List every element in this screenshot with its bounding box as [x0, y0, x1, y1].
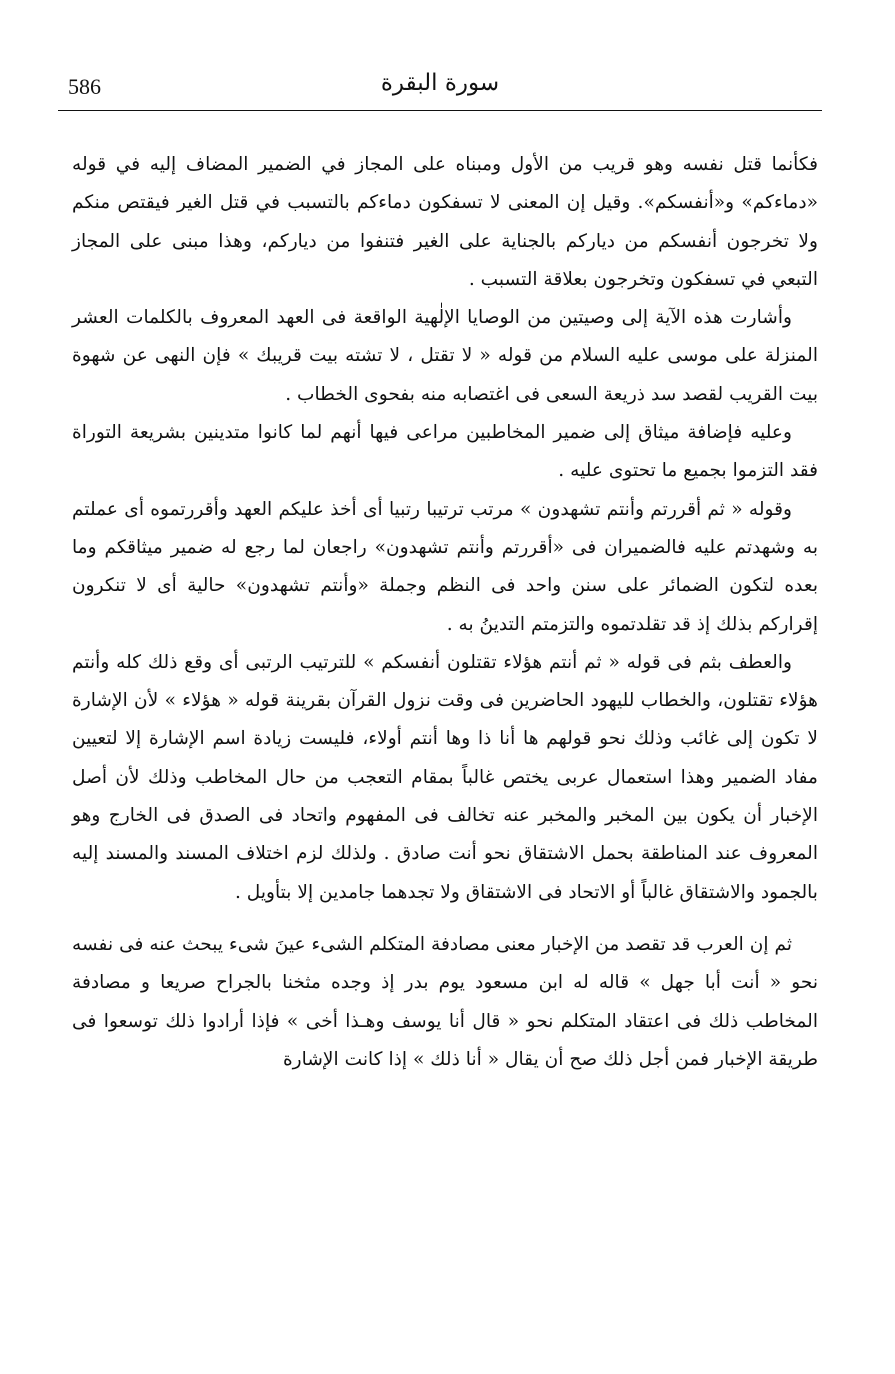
paragraph: وأشارت هذه الآية إلى وصيتين من الوصايا الإلٰهية الواقعة فى العهد المعروف بالكلمات العشر المنزلة على موسى عليه السلام من قوله « لا تقتل ، لا تشته بيت قريبك » فإن النهى عن شهوة بيت القريب لقصد سد ذريعة السعى فى اغتصابه منه بفحوى الخطاب . [72, 307, 818, 405]
paragraph: وقوله « ثم أقررتم وأنتم تشهدون » مرتب ترتيبا رتبيا أى أخذ عليكم العهد وأقررتموه أى عملتم به وشهدتم عليه فالضميران فى «أقررتم وأنتم تشهدون» راجعان لما رجع له ضمير ميثاقكم وما بعده لتكون الضمائر على سنن واحد فى النظم وجملة «وأنتم تشهدون» حالية أى لا تنكرون إقراركم بذلك إذ قد تقلدتموه والتزمتم التدينُ به . [72, 498, 818, 635]
page-header [60, 66, 820, 106]
paragraph: وعليه فإضافة ميثاق إلى ضمير المخاطبين مراعى فيها أنهم لما كانوا متدينين بشريعة التوراة فقد التزموا بجميع ما تحتوى عليه . [72, 422, 818, 482]
header-rule [58, 110, 822, 111]
page-number: 586 [68, 74, 101, 99]
paragraph: ثم إن العرب قد تقصد من الإخبار معنى مصادفة المتكلم الشىء عينَ شىء يبحث عنه فى نفسه نحو « أنت أبا جهل » قاله له ابن مسعود يوم بدر إذ وجده مثخنا بالجراح صريعا و مصادفة المخاطب ذلك فى اعتقاد المتكلم نحو « قال أنا يوسف وهـذا أخى » فإذا أرادوا ذلك توسعوا فى طريقة الإخبار فمن أجل ذلك صح أن يقال « أنا ذلك » إذا كانت الإشارة [72, 933, 818, 1070]
paragraph: فكأنما قتل نفسه وهو قريب من الأول ومبناه على المجاز في الضمير المضاف إليه في قوله «دماءكم» و«أنفسكم». وقيل إن المعنى لا تسفكون دماءكم بالتسبب في قتل الغير فيقتص منكم ولا تخرجون أنفسكم من دياركم بالجناية على الغير فتنفوا من دياركم، وهذا مبنى على المجاز التبعي في تسفكون وتخرجون بعلاقة التسبب . [72, 154, 818, 290]
body-text [72, 146, 818, 1079]
paragraph-gap [72, 912, 818, 926]
running-title: سورة البقرة [380, 70, 500, 96]
paragraph: والعطف بثم فى قوله « ثم أنتم هؤلاء تقتلون أنفسكم » للترتيب الرتبى أى وقع ذلك كله وأنتم هؤلاء تقتلون، والخطاب لليهود الحاضرين فى وقت نزول القرآن بقرينة قوله « هؤلاء » لأن الإشارة لا تكون إلى غائب وذلك نحو قولهم ها أنا ذا وها أنتم أولاء، فليست زيادة اسم الإشارة إلا لتعيين مفاد الضمير وهذا استعمال عربى يختص غالباً بمقام التعجب من حال المخاطب وذلك لأن أصل الإخبار أن يكون بين المخبر والمخبر عنه تخالف فى المفهوم واتحاد فى الصدق فى الخارج وهو المعروف عند المناطقة بحمل الاشتقاق نحو أنت صادق . ولذلك لزم اختلاف المسند والمسند إليه بالجمود والاشتقاق غالباً أو الاتحاد فى الاشتقاق ولا تجدهما جامدين إلا بتأويل . [72, 651, 818, 903]
